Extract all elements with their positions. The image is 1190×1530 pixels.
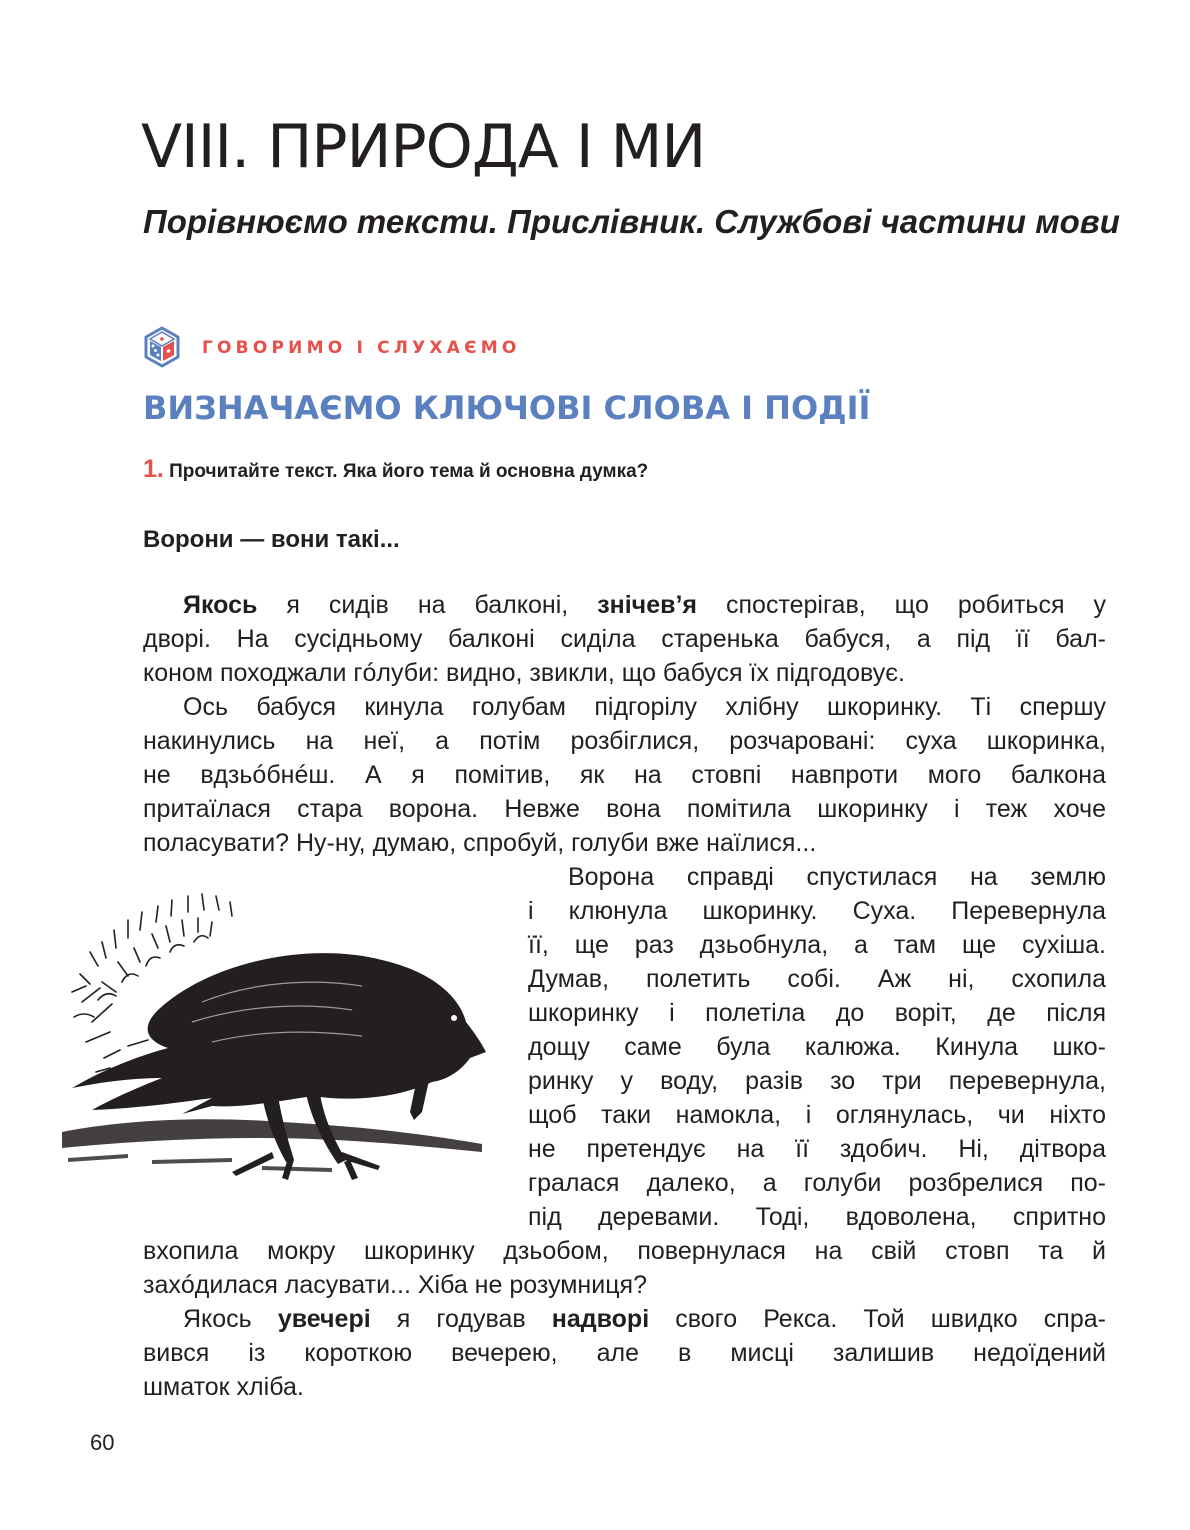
chapter-subtitle: Порівнюємо тексти. Прислівник. Службові частини мови bbox=[143, 203, 1120, 240]
text-line: вхопила мокру шкоринку дзьобом, повернулася на свій стовп та й bbox=[143, 1237, 1106, 1265]
text-line: і клюнула шкоринку. Суха. Перевернула bbox=[528, 897, 1106, 925]
text-line: вився із короткою вечерею, але в мисці залишив недоїдений bbox=[143, 1339, 1106, 1367]
text-line: дощу саме була калюжа. Кинула шко- bbox=[528, 1033, 1106, 1061]
text-line: коном походжали гóлуби: видно, звикли, що бабуся їх підгодовує. bbox=[143, 659, 905, 687]
text-line: шматок хліба. bbox=[143, 1373, 304, 1401]
text-line: дворі. На сусідньому балконі сиділа старенька бабуся, а під її бал- bbox=[143, 625, 1106, 653]
story-paragraph-3 bbox=[528, 860, 1106, 1234]
story-paragraph-2 bbox=[143, 690, 1106, 860]
text-line: Якось увечері я годував надворі свого Рекса. Той швидко спра- bbox=[183, 1305, 1106, 1333]
text-line: Якось я сидів на балконі, знічев’я спостерігав, що робиться у bbox=[183, 591, 1106, 619]
text-line: ринку у воду, разів зо три перевернула, bbox=[528, 1067, 1106, 1095]
section-heading: ВИЗНАЧАЄМО КЛЮЧОВІ СЛОВА І ПОДІЇ bbox=[143, 389, 871, 427]
story-title: Ворони — вони такі... bbox=[143, 526, 400, 553]
text-line: Ось бабуся кинула голубам підгорілу хлібну шкоринку. Ті спершу bbox=[183, 693, 1106, 721]
task-number: 1. bbox=[143, 455, 164, 483]
chapter-title: VIII. ПРИРОДА І МИ bbox=[141, 112, 706, 182]
task-instruction bbox=[143, 455, 648, 486]
dice-cube-icon bbox=[143, 326, 181, 368]
text-line: притаїлася стара ворона. Невже вона помітила шкоринку і теж хоче bbox=[143, 795, 1106, 823]
story-paragraph-4 bbox=[143, 1302, 1106, 1404]
text-line: під деревами. Тоді, вдоволена, спритно bbox=[528, 1203, 1106, 1231]
text-line: поласувати? Ну-ну, думаю, спробуй, голуби вже наїлися... bbox=[143, 829, 817, 857]
task-text: Прочитайте текст. Яка його тема й основна думка? bbox=[169, 461, 649, 482]
section-label: ГОВОРИМО І СЛУХАЄМО bbox=[202, 338, 521, 358]
story-paragraph-3-cont bbox=[143, 1234, 1106, 1302]
page-number: 60 bbox=[90, 1430, 115, 1455]
text-line: не вдзьóбнéш. А я помітив, як на стовпі навпроти мого балкона bbox=[143, 761, 1106, 789]
story-paragraph-1 bbox=[143, 588, 1106, 690]
text-line: Ворона справді спустилася на землю bbox=[568, 863, 1106, 891]
text-line: захóдилася ласувати... Хіба не розумниця? bbox=[143, 1271, 647, 1299]
text-line: гралася далеко, а голуби розбрелися по- bbox=[528, 1169, 1106, 1197]
text-line: Думав, полетить собі. Аж ні, схопила bbox=[528, 965, 1106, 993]
text-line: шкоринку і полетіла до воріт, де після bbox=[528, 999, 1106, 1027]
text-line: щоб таки намокла, і оглянулась, чи ніхто bbox=[528, 1101, 1106, 1129]
text-line: не претендує на її здобич. Ні, дітвора bbox=[528, 1135, 1106, 1163]
crow-illustration bbox=[62, 882, 502, 1182]
text-line: її, ще раз дзьобнула, а там ще сухіша. bbox=[528, 931, 1106, 959]
text-line: накинулись на неї, а потім розбіглися, розчаровані: суха шкоринка, bbox=[143, 727, 1106, 755]
